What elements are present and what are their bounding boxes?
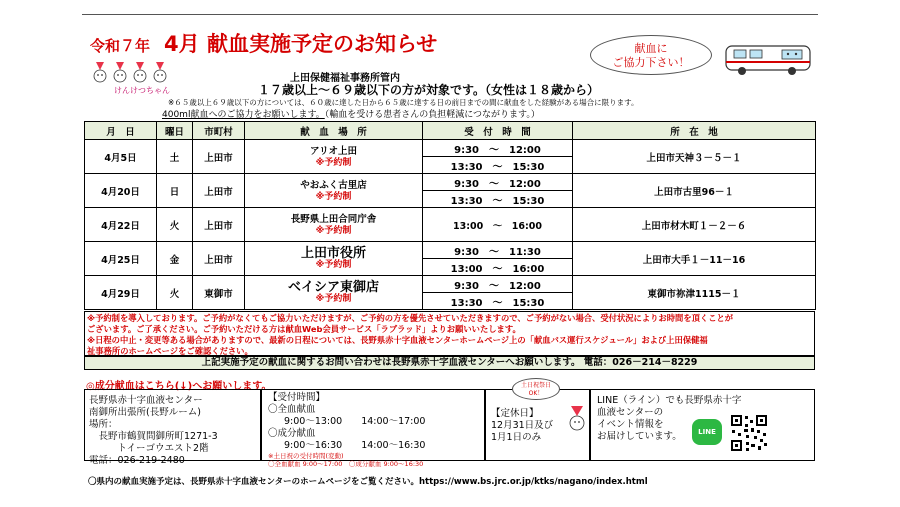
center-line: 場所：	[89, 419, 118, 430]
row-city: 上田市	[193, 208, 245, 242]
row-date: 4月25日	[85, 242, 157, 276]
header-date: 月 日	[85, 122, 157, 140]
reservation-note: ※予約制	[315, 225, 352, 236]
row-venue	[245, 276, 423, 310]
row-time: 9:30 ～ 11:30	[423, 242, 573, 259]
mascot-icons	[90, 60, 174, 88]
row-address: 東御市祢津1115－１	[573, 276, 816, 310]
qr-code-icon[interactable]	[730, 414, 768, 452]
title-main: 4月 献血実施予定のお知らせ	[164, 32, 438, 56]
header-day: 曜日	[157, 122, 193, 140]
venue-name: 上田市役所	[300, 245, 366, 261]
bubble-text-1: 土日祝祭日	[520, 382, 551, 389]
row-day: 日	[157, 174, 193, 208]
warning-line: ございます。ご了承ください。ご予約いただける方は献血Web会員サービス「ラブラッド」よりお願いいたします。	[87, 324, 521, 334]
row-day: 土	[157, 140, 193, 174]
page-title	[90, 28, 437, 58]
hours-box	[261, 389, 485, 468]
header-venue: 献 血 場 所	[245, 122, 423, 140]
reservation-warning	[84, 311, 815, 356]
mascot-name: けんけつちゃん	[114, 86, 170, 95]
line-text: 血液センターの	[597, 407, 664, 418]
row-time: 13:00 ～ 16:00	[423, 259, 573, 276]
reservation-note: ※予約制	[315, 259, 352, 270]
header-time: 受 付 時 間	[423, 122, 573, 140]
closed-line-2: 1月1日のみ	[491, 432, 542, 443]
volume-note	[162, 107, 540, 120]
bubble-line-1: 献血に	[634, 42, 668, 55]
whole-blood-title: 〇全血献血	[268, 404, 316, 415]
venue-name: 長野県上田合同庁舎	[290, 213, 377, 225]
component-heading: ◎成分献血はこちら(↓)へお願いします。	[86, 381, 272, 392]
row-time: 13:00 ～ 16:00	[423, 208, 573, 242]
header-city: 市町村	[193, 122, 245, 140]
row-day: 火	[157, 276, 193, 310]
row-venue	[245, 208, 423, 242]
row-date: 4月22日	[85, 208, 157, 242]
mascot-icon	[566, 404, 588, 434]
row-time: 9:30 ～ 12:00	[423, 140, 573, 157]
line-text: イベント情報を	[597, 419, 664, 430]
table-row	[85, 174, 816, 191]
line-app-icon[interactable]: LINE	[692, 419, 722, 445]
row-city: 上田市	[193, 242, 245, 276]
reservation-note: ※予約制	[315, 293, 352, 304]
volume-note-underlined: 400ml献血へのご協力をお願いします。	[162, 110, 325, 120]
row-address: 上田市天神３－５－１	[573, 140, 816, 174]
department-label: 上田保健福祉事務所管内	[290, 73, 400, 84]
era-label: 令和７年	[90, 37, 151, 55]
contact-line: 上記実施予定の献血に関するお問い合わせは長野県赤十字血液センターへお願いします。 電話：026－214－8229	[84, 356, 815, 370]
row-time: 9:30 ～ 12:00	[423, 174, 573, 191]
line-text: お届けしています。	[597, 431, 682, 442]
hours-title: 【受付時間】	[268, 392, 326, 403]
row-time: 13:30 ～ 15:30	[423, 157, 573, 174]
venue-name: やおふく古里店	[300, 179, 367, 191]
table-row	[85, 140, 816, 157]
weekend-note-1: ※土日祝の受付時間(変動)	[268, 452, 344, 460]
row-time: 13:30 ～ 15:30	[423, 293, 573, 310]
volume-note-rest: （輸血を受ける患者さんの負担軽減につながります。）	[324, 110, 540, 120]
row-city: 上田市	[193, 140, 245, 174]
footer-note: 〇県内の献血実施予定は、長野県赤十字血液センターのホームページをご覧ください。https://www.bs.jrc.or.jp/ktks/nagano/index.html	[88, 477, 648, 487]
row-date: 4月5日	[85, 140, 157, 174]
row-date: 4月29日	[85, 276, 157, 310]
weekend-note-2: 〇全血献血 9:00～17:00 〇成分献血 9:00～16:30	[268, 460, 424, 468]
row-city: 上田市	[193, 174, 245, 208]
weekend-ok-bubble	[512, 378, 560, 400]
age-requirement: １７歳以上～６９歳以下の方が対象です。（女性は１８歳から）	[258, 83, 600, 97]
table-header-row	[85, 122, 816, 140]
center-line: 長野県赤十字血液センター	[89, 395, 203, 406]
speech-bubble	[590, 35, 712, 75]
center-line: 長野市鶴賀問御所町1271-3	[89, 431, 218, 442]
row-day: 火	[157, 208, 193, 242]
table-row	[85, 276, 816, 293]
whole-blood-hours: 9:00～13:00 14:00～17:00	[284, 416, 426, 427]
component-hours: 9:00～16:30 14:00～16:30	[284, 440, 426, 451]
row-city: 東御市	[193, 276, 245, 310]
row-day: 金	[157, 242, 193, 276]
center-line: トイーゴウエスト2階	[89, 443, 209, 454]
venue-name: アリオ上田	[309, 145, 358, 157]
warning-line: 祉事務所のホームページをご確認ください。	[87, 346, 253, 356]
venue-name: ベイシア東御店	[287, 279, 379, 295]
reservation-note: ※予約制	[315, 157, 352, 168]
warning-line: ※予約制を導入しております。ご予約がなくてもご協力いただけますが、ご予約の方を優先させていただきますので、ご予約がない場合、受付状況によりお時間を頂くことが	[87, 313, 734, 323]
blood-bus-icon	[720, 40, 816, 78]
center-line: 南御所出張所(長野ルーム)	[89, 407, 201, 418]
table-row	[85, 208, 816, 242]
closed-line-1: 12月31日及び	[491, 420, 554, 431]
reservation-note: ※予約制	[315, 191, 352, 202]
table-row	[85, 242, 816, 259]
bubble-text-2: OK！	[528, 390, 544, 397]
center-info-box	[84, 389, 261, 466]
row-address: 上田市大手１－11－16	[573, 242, 816, 276]
closed-title: 【定休日】	[491, 408, 539, 419]
center-line: 電話：026-219-2480	[89, 455, 185, 466]
row-date: 4月20日	[85, 174, 157, 208]
warning-line: ※日程の中止・変更等ある場合がありますので、最新の日程については、長野県赤十字血液センターホームページ上の「献血バス運行スケジュール」および上田保健福	[87, 335, 708, 345]
row-venue	[245, 174, 423, 208]
line-text: LINE（ライン）でも長野県赤十字	[597, 395, 742, 406]
row-venue	[245, 242, 423, 276]
component-title: 〇成分献血	[268, 428, 316, 439]
row-time: 9:30 ～ 12:00	[423, 276, 573, 293]
row-address: 上田市材木町１－２－６	[573, 208, 816, 242]
bubble-line-2: ご協力下さい！	[612, 56, 690, 69]
row-time: 13:30 ～ 15:30	[423, 191, 573, 208]
row-venue	[245, 140, 423, 174]
age-note: ※６５歳以上６９歳以下の方については、６０歳に達した日から６５歳に達する日の前日までの間に献血をした経験がある場合に限ります。	[168, 98, 639, 107]
header-address: 所 在 地	[573, 122, 816, 140]
row-address: 上田市古里96－１	[573, 174, 816, 208]
schedule-table	[84, 121, 816, 310]
top-rule	[82, 14, 818, 15]
